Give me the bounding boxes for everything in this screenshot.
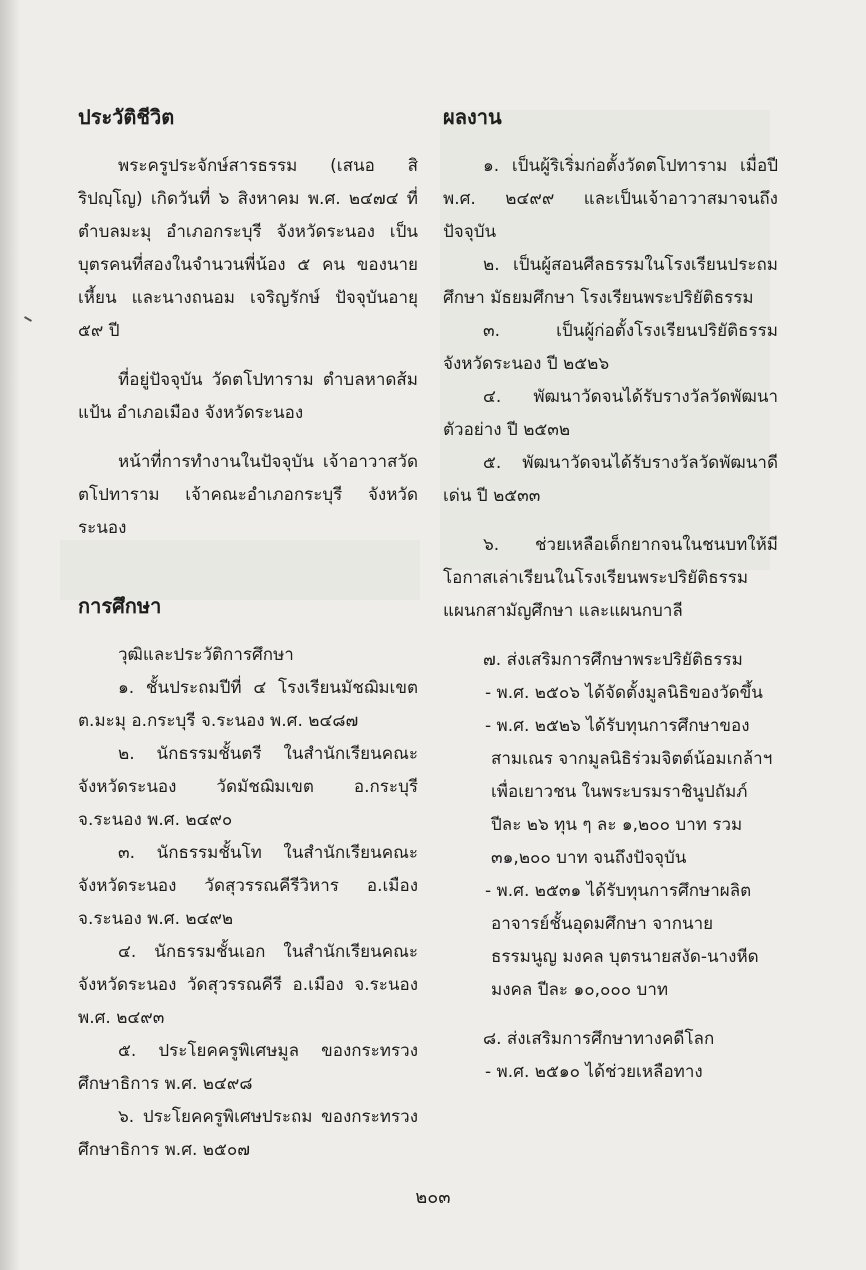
works-subitem: - พ.ศ. ๒๕๓๑ ได้รับทุนการศึกษาผลิตอาจารย์ชั้นอุดมศึกษา จากนายธรรมนูญ มงคล บุตรนายสงัด-นางหีด มงคล ปีละ ๑๐,๐๐๐ บาท <box>485 881 759 1000</box>
works-subitem: - พ.ศ. ๒๕๒๖ ได้รับทุนการศึกษาของสามเณร จากมูลนิธิร่วมจิตต์น้อมเกล้าฯ เพื่อเยาวชน ในพระบรมราชินูปถัมภ์ ปีละ ๒๖ ทุน ๆ ละ ๑,๒๐๐ บาท รวม ๓๑,๒๐๐ บาท จนถึงปัจจุบัน <box>485 716 773 868</box>
education-intro: วุฒิและประวัติการศึกษา <box>118 645 294 665</box>
works-item: ๗. ส่งเสริมการศึกษาพระปริยัติธรรม <box>483 650 743 670</box>
left-column <box>78 100 418 1167</box>
biography-paragraph-2: ที่อยู่ปัจจุบัน วัดตโปทาราม ตำบลหาดส้มแป้น อำเภอเมือง จังหวัดระนอง <box>78 370 418 423</box>
biography-paragraph-3: หน้าที่การทำงานในปัจจุบัน เจ้าอาวาสวัดตโปทาราม เจ้าคณะอำเภอกระบุรี จังหวัดระนอง <box>78 452 418 538</box>
biography-heading: ประวัติชีวิต <box>78 105 175 129</box>
works-item: ๒. เป็นผู้สอนศีลธรรมในโรงเรียนประถมศึกษา มัธยมศึกษา โรงเรียนพระปริยัติธรรม <box>443 255 778 308</box>
works-item: ๖. ช่วยเหลือเด็กยากจนในชนบทให้มีโอกาสเล่าเรียนในโรงเรียนพระปริยัติธรรม แผนกสามัญศึกษา และแผนกบาลี <box>443 535 778 621</box>
works-item: ๕. พัฒนาวัดจนได้รับรางวัลวัดพัฒนาดีเด่น ปี ๒๕๓๓ <box>443 453 778 506</box>
works-subitem: - พ.ศ. ๒๕๑๐ ได้ช่วยเหลือทาง <box>485 1062 703 1082</box>
education-item: ๓. นักธรรมชั้นโท ในสำนักเรียนคณะจังหวัดระนอง วัดสุวรรณคีรีวิหาร อ.เมือง จ.ระนอง พ.ศ. ๒๔๙๒ <box>78 843 418 929</box>
stray-mark <box>24 316 32 322</box>
education-heading: การศึกษา <box>78 594 162 618</box>
right-column <box>443 100 778 1089</box>
education-item: ๒. นักธรรมชั้นตรี ในสำนักเรียนคณะจังหวัดระนอง วัดมัชฌิมเขต อ.กระบุรี จ.ระนอง พ.ศ. ๒๔๙๐ <box>78 744 418 830</box>
education-item: ๕. ประโยคครูพิเศษมูล ของกระทรวงศึกษาธิการ พ.ศ. ๒๔๙๘ <box>78 1041 418 1094</box>
works-item: ๓. เป็นผู้ก่อตั้งโรงเรียนปริยัติธรรม จังหวัดระนอง ปี ๒๕๒๖ <box>443 321 778 374</box>
education-item: ๑. ชั้นประถมปีที่ ๔ โรงเรียนมัชฌิมเขต ต.มะมุ อ.กระบุรี จ.ระนอง พ.ศ. ๒๔๘๗ <box>78 678 418 731</box>
works-subitem: - พ.ศ. ๒๕๐๖ ได้จัดตั้งมูลนิธิของวัดขึ้น <box>485 683 763 703</box>
works-item: ๘. ส่งเสริมการศึกษาทางคดีโลก <box>483 1029 715 1049</box>
biography-paragraph-1: พระครูประจักษ์สารธรรม (เสนอ สิริปญฺโญ) เกิดวันที่ ๖ สิงหาคม พ.ศ. ๒๔๗๔ ที่ตำบลมะมุ อำเภอกระบุรี จังหวัดระนอง เป็นบุตรคนที่สองในจำนวนพี่น้อง ๕ คน ของนายเหี้ยน และนางถนอม เจริญรักษ์ ปัจจุบันอายุ ๕๙ ปี <box>78 156 418 341</box>
works-item: ๑. เป็นผู้ริเริ่มก่อตั้งวัดตโปทาราม เมื่อปี พ.ศ. ๒๔๙๙ และเป็นเจ้าอาวาสมาจนถึงปัจจุบัน <box>443 156 778 242</box>
education-item: ๖. ประโยคครูพิเศษประถม ของกระทรวงศึกษาธิการ พ.ศ. ๒๕๐๗ <box>78 1107 418 1160</box>
works-item: ๔. พัฒนาวัดจนได้รับรางวัลวัดพัฒนาตัวอย่าง ปี ๒๕๓๒ <box>443 387 778 440</box>
works-heading: ผลงาน <box>443 105 502 129</box>
education-item: ๔. นักธรรมชั้นเอก ในสำนักเรียนคณะจังหวัดระนอง วัดสุวรรณคีรี อ.เมือง จ.ระนอง พ.ศ. ๒๔๙๓ <box>78 942 418 1028</box>
page-edge-shadow <box>0 0 20 1270</box>
page-number: ๒๐๓ <box>415 1187 451 1208</box>
